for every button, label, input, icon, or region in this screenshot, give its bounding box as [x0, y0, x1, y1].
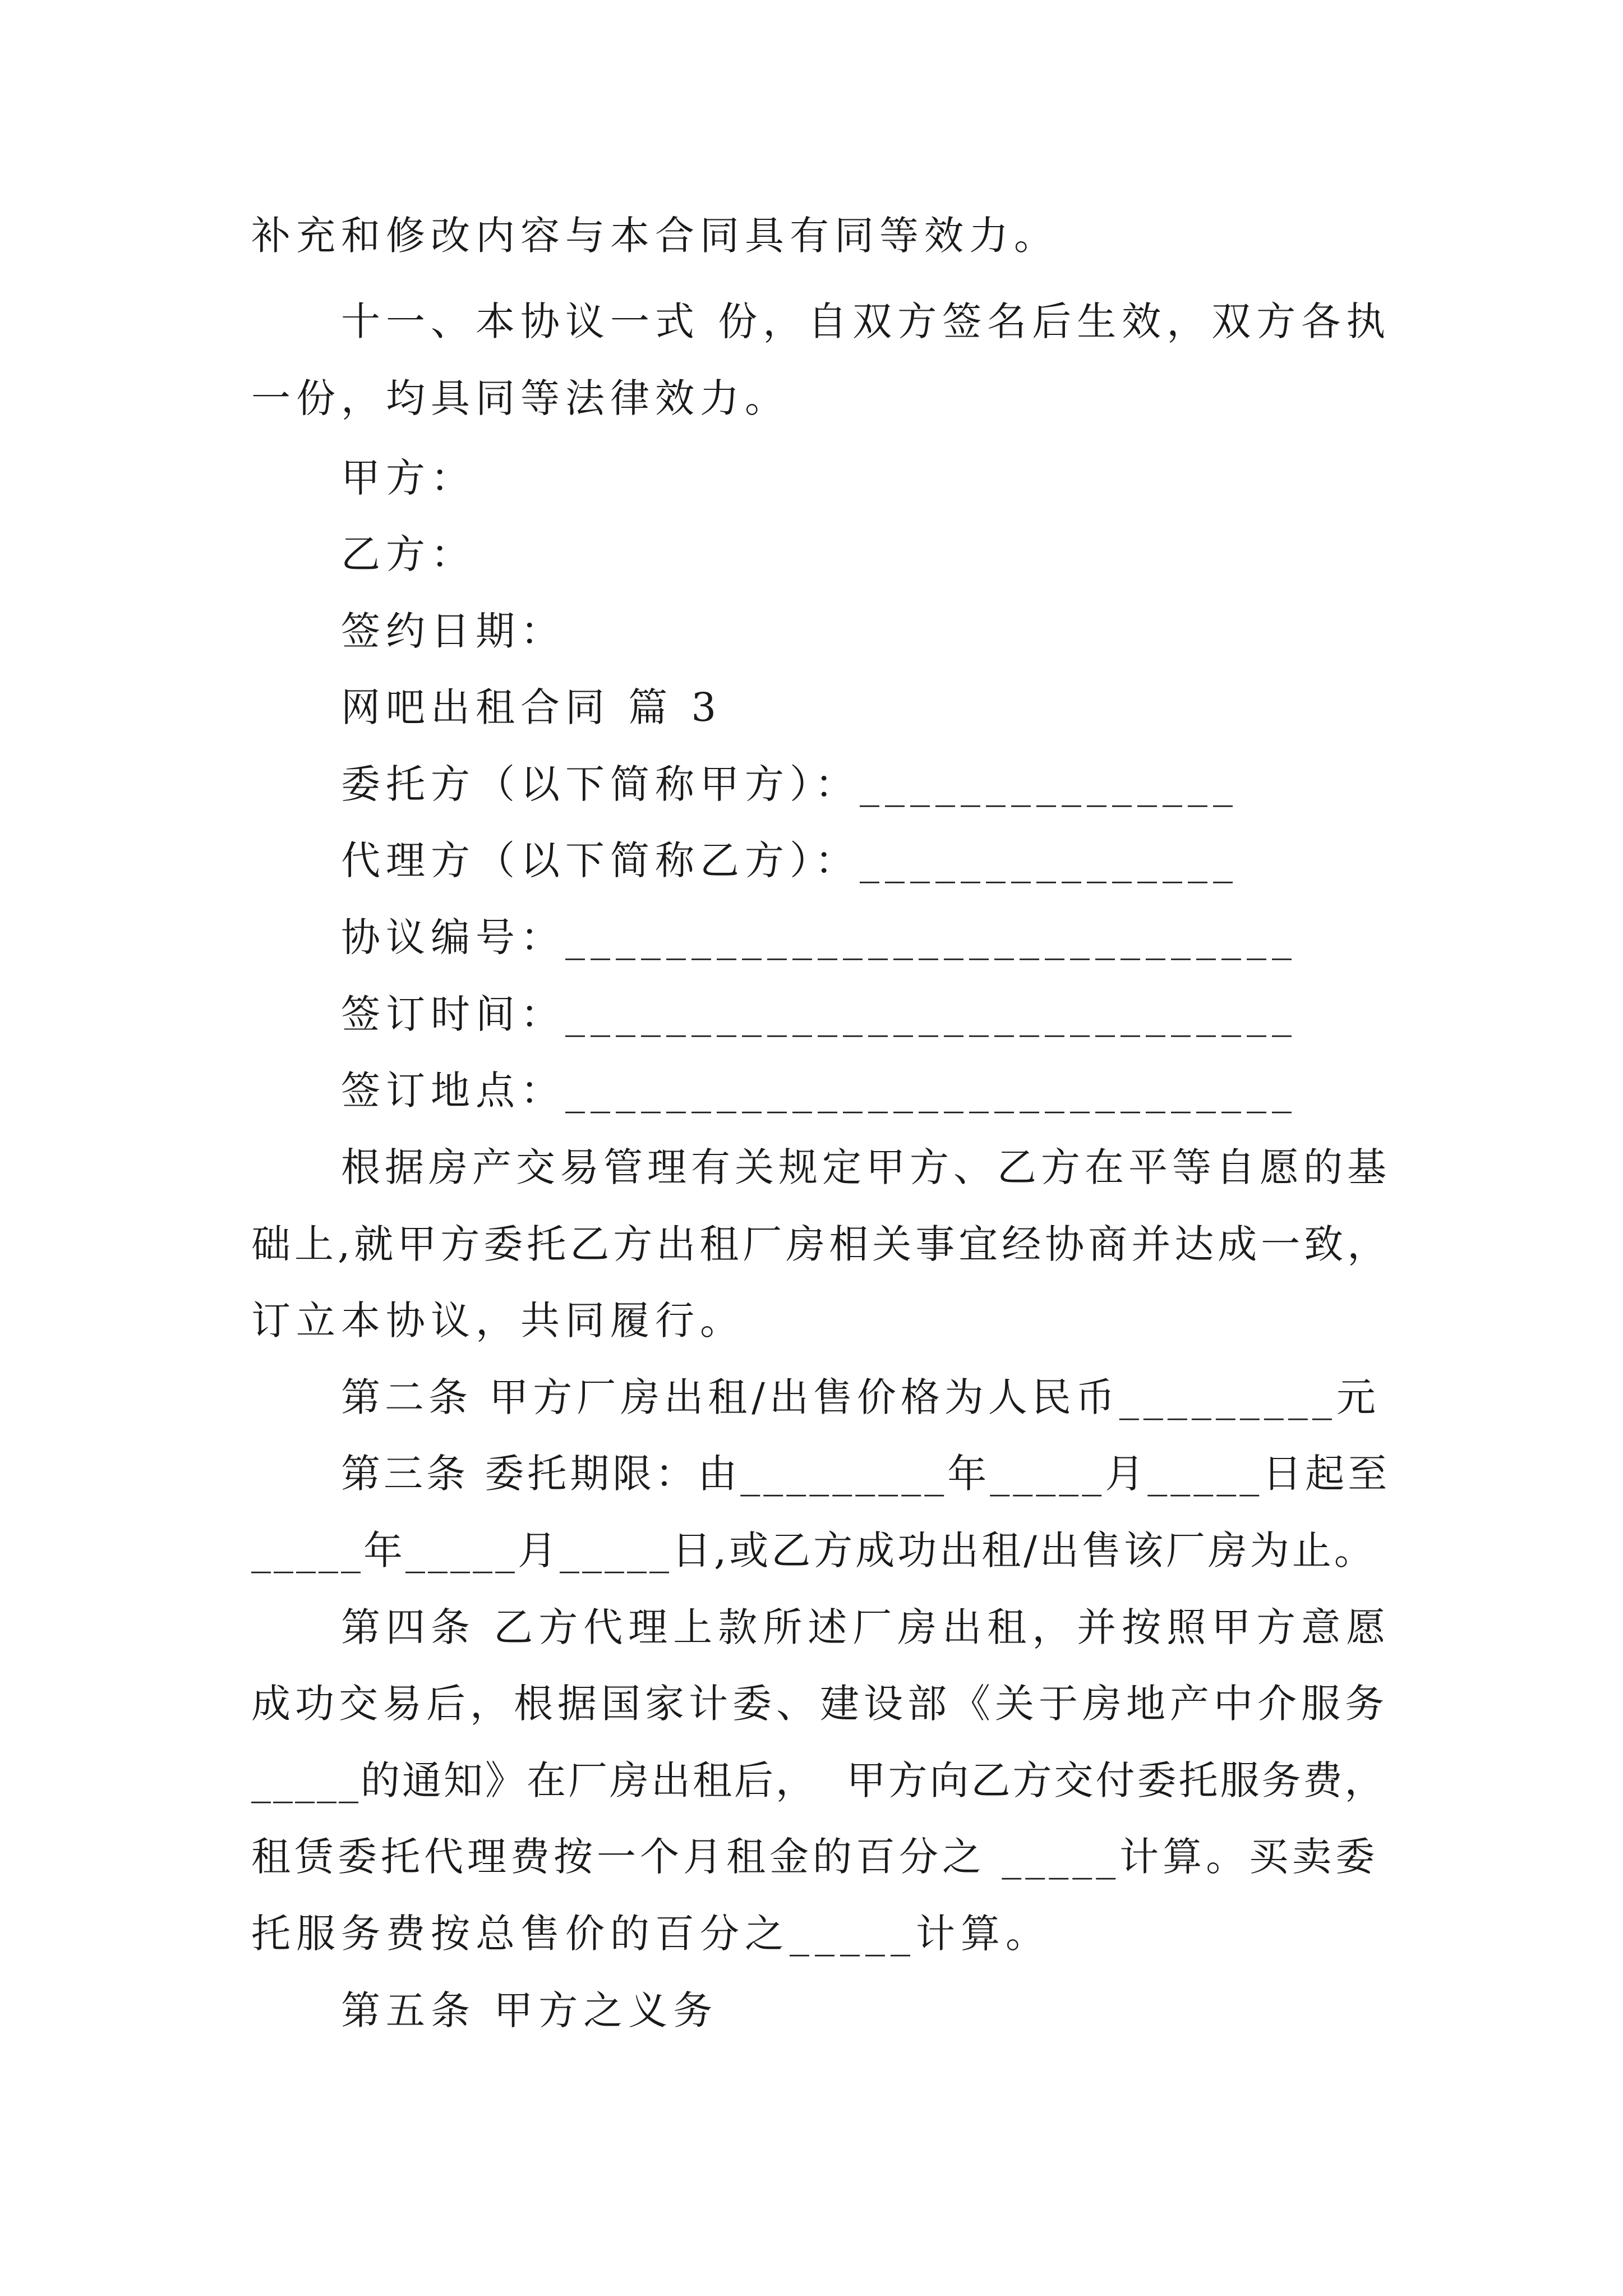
signature-label-party-a: 甲方： — [341, 455, 476, 501]
paragraph-line: 补充和修改内容与本合同具有同等效力。 — [251, 213, 1059, 259]
field-agreement-number: 协议编号：_____________________________ — [341, 914, 1297, 960]
clause-5-heading: 第五条 甲方之义务 — [341, 1987, 718, 2033]
clause-4-cont: 托服务费按总售价的百分之_____计算。 — [251, 1911, 1050, 1957]
paragraph-line: 一份，均具同等法律效力。 — [251, 375, 790, 421]
clause-3-cont: _____年_____月_____日,或乙方成功出租/出售该厂房为止。 — [251, 1527, 1376, 1573]
section-title: 网吧出租合同 篇 3 — [341, 684, 722, 730]
clause-4-cont: _____的通知》在厂房出租后， 甲方向乙方交付委托服务费， — [251, 1757, 1386, 1803]
paragraph-line: 十一、本协议一式 份，自双方签名后生效，双方各执 — [341, 298, 1391, 344]
paragraph-line: 订立本协议，共同履行。 — [251, 1297, 745, 1343]
field-signing-time: 签订时间：_____________________________ — [341, 991, 1297, 1037]
field-agent: 代理方（以下简称乙方）：_______________ — [341, 838, 1238, 884]
clause-3: 第三条 委托期限：由_________年_____月_____日起至 — [341, 1451, 1391, 1497]
clause-2: 第二条 甲方厂房出租/出售价格为人民币_________元 — [341, 1374, 1380, 1420]
clause-4: 第四条 乙方代理上款所述厂房出租，并按照甲方意愿 — [341, 1604, 1391, 1650]
field-client: 委托方（以下简称甲方）：_______________ — [341, 761, 1238, 807]
clause-4-cont: 租赁委托代理费按一个月租金的百分之 _____计算。买卖委 — [251, 1834, 1379, 1880]
signing-date-label: 签约日期： — [341, 608, 565, 654]
paragraph-line: 础上,就甲方委托乙方出租厂房相关事宜经协商并达成一致， — [251, 1221, 1391, 1267]
field-signing-place: 签订地点：_____________________________ — [341, 1068, 1297, 1114]
paragraph-line: 根据房产交易管理有关规定甲方、乙方在平等自愿的基 — [341, 1144, 1391, 1190]
clause-4-cont: 成功交易后，根据国家计委、建设部《关于房地产中介服务 — [251, 1681, 1389, 1727]
signature-label-party-b: 乙方： — [341, 531, 476, 577]
